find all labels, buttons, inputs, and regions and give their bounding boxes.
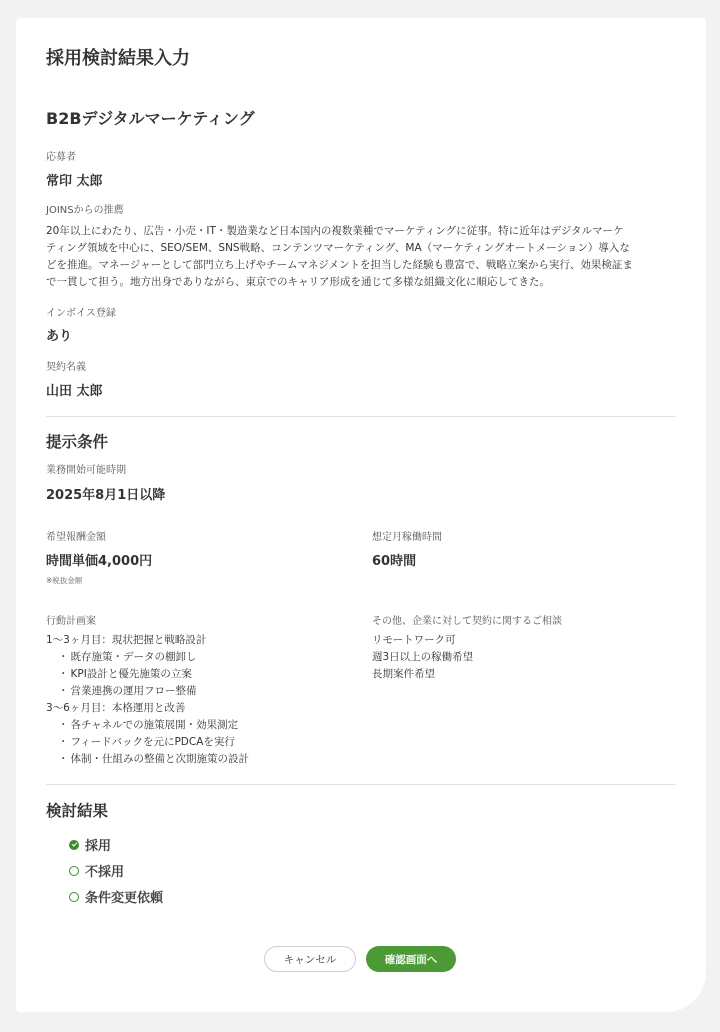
- other-label: その他、企業に対して契約に関するご相談: [372, 616, 562, 627]
- other-list: [372, 632, 672, 683]
- radio-option-reject[interactable]: [69, 861, 124, 880]
- radio-label: 採用: [85, 839, 112, 854]
- plan-list: [46, 632, 366, 768]
- fee-note: ※税抜金額: [46, 576, 83, 585]
- plan-item: ・ 営業連携の運用フロー整備: [46, 683, 366, 700]
- form-card: [16, 18, 706, 1012]
- other-item: リモートワーク可: [372, 634, 456, 646]
- hours-label: 想定月稼働時間: [372, 532, 442, 543]
- plan-item: ・ 既存施策・データの棚卸し: [46, 649, 366, 666]
- recommendation-text: [46, 223, 678, 291]
- conditions-title: 提示条件: [46, 433, 109, 451]
- divider: [46, 416, 676, 417]
- page-title: 採用検討結果入力: [46, 48, 190, 69]
- invoice-value: あり: [46, 329, 73, 344]
- other-item: 長期案件希望: [372, 668, 435, 680]
- radio-unchecked-icon[interactable]: [69, 892, 79, 902]
- applicant-name: 常印 太郎: [46, 174, 103, 189]
- plan-item: ・ フィードバックを元にPDCAを実行: [46, 734, 366, 751]
- job-title: B2Bデジタルマーケティング: [46, 109, 255, 128]
- radio-option-adopt[interactable]: [69, 835, 111, 854]
- plan-label: 行動計画案: [46, 616, 96, 627]
- contract-name-label: 契約名義: [46, 362, 86, 373]
- recommendation-line: どを推進。マネージャーとして部門立ち上げやチームマネジメントを担当した経験も豊富で、戦略立案から実行、効果検証ま: [46, 259, 633, 271]
- applicant-label: 応募者: [46, 152, 76, 163]
- other-item: 週3日以上の稼働希望: [372, 651, 474, 663]
- radio-option-change-request[interactable]: [69, 887, 163, 906]
- plan-phase-heading: 3〜6ヶ月目：本格運用と改善: [46, 702, 186, 714]
- plan-item: ・ 体制・仕組みの整備と次期施策の設計: [46, 751, 366, 768]
- result-title: 検討結果: [46, 802, 109, 820]
- radio-checked-icon[interactable]: [69, 840, 79, 850]
- start-value: 2025年8月1日以降: [46, 488, 166, 503]
- recommendation-line: ティング領域を中心に、SEO/SEM、SNS戦略、コンテンツマーケティング、MA（マーケティングオートメーション）導入な: [46, 242, 630, 254]
- cancel-button[interactable]: キャンセル: [264, 946, 356, 972]
- plan-item: ・ KPI設計と優先施策の立案: [46, 666, 366, 683]
- recommendation-line: で一貫して担う。地方出身でありながら、東京でのキャリア形成を通じて多様な組織文化に順応してきた。: [46, 276, 550, 288]
- fee-label: 希望報酬金額: [46, 532, 106, 543]
- recommendation-line: 20年以上にわたり、広告・小売・IT・製造業など日本国内の複数業種でマーケティングに従事。特に近年はデジタルマーケ: [46, 225, 624, 237]
- hours-value: 60時間: [372, 554, 417, 569]
- fee-value: 時間単価4,000円: [46, 554, 153, 569]
- recommendation-label: JOINSからの推薦: [46, 205, 124, 216]
- radio-label: 条件変更依頼: [85, 891, 164, 906]
- plan-phase-heading: 1〜3ヶ月目：現状把握と戦略設計: [46, 634, 207, 646]
- start-label: 業務開始可能時期: [46, 465, 126, 476]
- confirm-button[interactable]: 確認画面へ: [366, 946, 456, 972]
- contract-name-value: 山田 太郎: [46, 384, 103, 399]
- radio-unchecked-icon[interactable]: [69, 866, 79, 876]
- plan-item: ・ 各チャネルでの施策展開・効果測定: [46, 717, 366, 734]
- invoice-label: インボイス登録: [46, 308, 116, 319]
- divider: [46, 784, 676, 785]
- radio-label: 不採用: [85, 865, 125, 880]
